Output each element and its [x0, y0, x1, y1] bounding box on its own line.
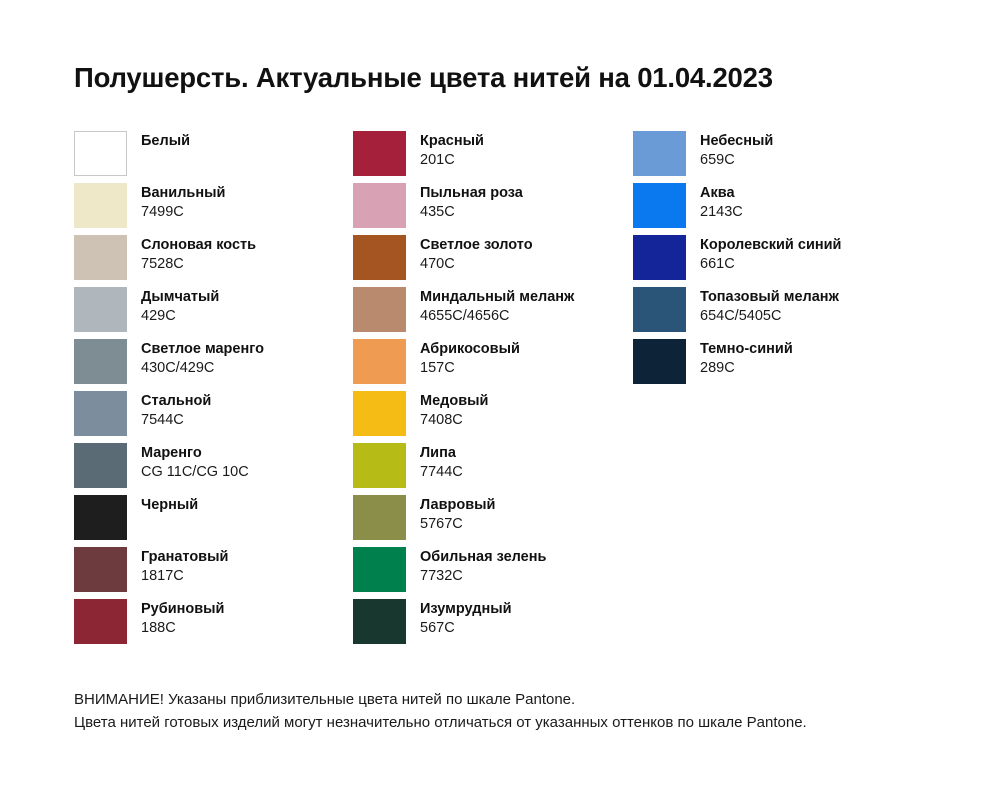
- color-swatch: [74, 547, 127, 592]
- color-name: Темно-синий: [700, 341, 793, 357]
- color-swatch: [353, 235, 406, 280]
- color-name: Абрикосовый: [420, 341, 520, 357]
- color-swatch: [353, 339, 406, 384]
- color-code: 7528C: [141, 255, 184, 272]
- color-name: Королевский синий: [700, 237, 842, 253]
- swatch-labels: [420, 547, 546, 584]
- swatch-row: [353, 287, 591, 339]
- color-name: Медовый: [420, 393, 489, 409]
- footer-line-1: ВНИМАНИЕ! Указаны приблизительные цвета нитей по шкале Pantone.: [74, 691, 576, 708]
- swatch-labels: [141, 391, 211, 428]
- swatch-row: [353, 495, 591, 547]
- footer-line-2: Цвета нитей готовых изделий могут незначительно отличаться от указанных оттенков по шкале Pantone.: [74, 714, 807, 732]
- color-swatch: [353, 183, 406, 228]
- color-code: 7408C: [420, 411, 463, 428]
- color-code: 5767C: [420, 515, 463, 532]
- color-name: Липа: [420, 445, 456, 461]
- swatch-labels: [700, 131, 773, 168]
- footer-note: [74, 688, 807, 735]
- color-swatch: [74, 443, 127, 488]
- swatch-row: [353, 131, 591, 183]
- color-code: 188C: [141, 619, 176, 636]
- color-name: Светлое золото: [420, 237, 533, 253]
- swatch-labels: [141, 131, 190, 152]
- swatch-labels: [420, 287, 574, 324]
- color-name: Изумрудный: [420, 601, 512, 617]
- swatch-labels: [141, 235, 256, 272]
- color-code: 201C: [420, 151, 455, 168]
- swatch-row: [353, 391, 591, 443]
- color-name: Обильная зелень: [420, 549, 547, 565]
- color-swatch: [353, 443, 406, 488]
- swatch-labels: [141, 547, 228, 584]
- color-swatch: [633, 235, 686, 280]
- swatch-labels: [141, 599, 224, 636]
- swatch-labels: [420, 339, 520, 376]
- color-code: 157C: [420, 359, 455, 376]
- swatch-row: [353, 339, 591, 391]
- color-swatch: [74, 183, 127, 228]
- color-code: 4655C/4656C: [420, 307, 510, 324]
- color-name: Слоновая кость: [141, 237, 257, 253]
- color-name: Ванильный: [141, 185, 226, 201]
- color-name: Черный: [141, 497, 199, 513]
- swatch-row: [74, 131, 312, 183]
- swatch-row: [353, 599, 591, 651]
- swatch-row: [633, 235, 871, 287]
- color-name: Маренго: [141, 445, 202, 461]
- swatch-row: [74, 599, 312, 651]
- swatch-row: [353, 183, 591, 235]
- color-name: Лавровый: [420, 497, 496, 513]
- color-code: 7499C: [141, 203, 184, 220]
- swatch-columns: [74, 131, 954, 651]
- swatch-labels: [700, 287, 839, 324]
- color-code: 289C: [700, 359, 735, 376]
- swatch-row: [74, 287, 312, 339]
- color-swatch: [74, 495, 127, 540]
- color-swatch: [633, 339, 686, 384]
- color-name: Дымчатый: [141, 289, 220, 305]
- color-name: Небесный: [700, 133, 774, 149]
- color-name: Белый: [141, 133, 190, 149]
- color-swatch: [353, 599, 406, 644]
- swatch-row: [74, 183, 312, 235]
- swatch-labels: [420, 183, 523, 220]
- color-code: 1817C: [141, 567, 184, 584]
- swatch-row: [633, 339, 871, 391]
- color-code: 430C/429C: [141, 359, 215, 376]
- color-code: CG 11C/CG 10C: [141, 463, 249, 480]
- color-swatch: [353, 547, 406, 592]
- color-name: Миндальный меланж: [420, 289, 575, 305]
- swatch-labels: [141, 443, 249, 480]
- swatch-labels: [420, 495, 495, 532]
- color-code: 7744C: [420, 463, 463, 480]
- color-code: 654C/5405C: [700, 307, 782, 324]
- color-name: Гранатовый: [141, 549, 229, 565]
- color-name: Светлое маренго: [141, 341, 264, 357]
- swatch-row: [633, 287, 871, 339]
- color-swatch: [74, 131, 127, 176]
- color-code: 470C: [420, 255, 455, 272]
- color-code: 7544C: [141, 411, 184, 428]
- color-swatch: [633, 183, 686, 228]
- swatch-row: [633, 131, 871, 183]
- swatch-row: [353, 235, 591, 287]
- swatch-labels: [420, 235, 533, 272]
- swatch-labels: [420, 443, 463, 480]
- color-name: Рубиновый: [141, 601, 225, 617]
- swatch-labels: [420, 599, 512, 636]
- swatch-column-1: [74, 131, 312, 651]
- color-code: 435C: [420, 203, 455, 220]
- swatch-labels: [420, 391, 488, 428]
- swatch-labels: [700, 339, 793, 376]
- swatch-row: [353, 547, 591, 599]
- swatch-column-2: [353, 131, 591, 651]
- color-name: Пыльная роза: [420, 185, 523, 201]
- color-swatch: [74, 339, 127, 384]
- color-code: 567C: [420, 619, 455, 636]
- color-swatch: [74, 391, 127, 436]
- swatch-labels: [141, 495, 198, 516]
- page-title: Полушерсть. Актуальные цвета нитей на 01.04.2023: [74, 62, 773, 93]
- swatch-row: [74, 495, 312, 547]
- color-swatch: [353, 391, 406, 436]
- color-swatch: [633, 131, 686, 176]
- swatch-row: [74, 443, 312, 495]
- swatch-labels: [141, 339, 264, 376]
- color-swatch: [74, 235, 127, 280]
- swatch-labels: [700, 183, 743, 220]
- swatch-column-3: [633, 131, 871, 651]
- swatch-labels: [141, 183, 225, 220]
- swatch-row: [74, 339, 312, 391]
- swatch-row: [353, 443, 591, 495]
- swatch-row: [633, 183, 871, 235]
- swatch-labels: [141, 287, 219, 324]
- color-code: 7732C: [420, 567, 463, 584]
- swatch-labels: [700, 235, 841, 272]
- color-swatch: [633, 287, 686, 332]
- color-swatch: [74, 287, 127, 332]
- color-swatch: [353, 495, 406, 540]
- color-swatch: [74, 599, 127, 644]
- swatch-row: [74, 547, 312, 599]
- color-swatch: [353, 287, 406, 332]
- swatch-labels: [420, 131, 484, 168]
- color-name: Аква: [700, 185, 735, 201]
- color-swatch: [353, 131, 406, 176]
- color-code: 659C: [700, 151, 735, 168]
- color-name: Стальной: [141, 393, 212, 409]
- color-name: Красный: [420, 133, 484, 149]
- swatch-row: [74, 391, 312, 443]
- color-code: 661C: [700, 255, 735, 272]
- color-code: 2143C: [700, 203, 743, 220]
- color-code: 429C: [141, 307, 176, 324]
- color-name: Топазовый меланж: [700, 289, 839, 305]
- swatch-row: [74, 235, 312, 287]
